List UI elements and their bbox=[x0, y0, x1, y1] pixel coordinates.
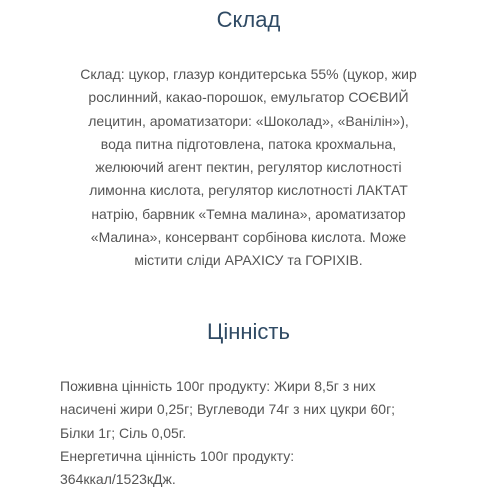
composition-line: рослинний, какао-порошок, емульгатор СОЄВИЙ bbox=[88, 89, 409, 106]
nutrition-line: Поживна цінність 100г продукту: Жири 8,5г з них bbox=[60, 378, 376, 394]
composition-line: «Малина», консервант сорбінова кислота. Може bbox=[90, 229, 407, 246]
composition-section bbox=[0, 6, 497, 34]
composition-line: желюючий агент пектин, регулятор кислотності bbox=[95, 159, 402, 176]
nutrition-line: Енергетична цінність 100г продукту: bbox=[60, 447, 295, 464]
composition-paragraph bbox=[0, 63, 497, 273]
composition-line: Склад: цукор, глазур кондитерська 55% (цукор, жир bbox=[80, 66, 417, 82]
nutrition-section bbox=[0, 318, 497, 346]
composition-line: містити сліди АРАХІСУ та ГОРІХІВ. bbox=[134, 252, 363, 269]
composition-line: лецитин, ароматизатори: «Шоколад», «Ванілін»), bbox=[88, 112, 409, 129]
nutrition-heading: Цінність bbox=[207, 319, 290, 344]
composition-heading: Склад bbox=[216, 7, 281, 32]
composition-line: лимонна кислота, регулятор кислотності ЛАКТАТ bbox=[89, 182, 408, 199]
composition-line: вода питна підготовлена, патока крохмальна, bbox=[100, 135, 397, 152]
nutrition-line: насичені жири 0,25г; Вуглеводи 74г з них цукри 60г; bbox=[60, 401, 396, 418]
nutrition-line: 364ккал/1523кДж. bbox=[60, 471, 176, 488]
nutrition-text bbox=[0, 375, 497, 491]
nutrition-line: Білки 1г; Сіль 0,05г. bbox=[60, 424, 187, 441]
nutrition-paragraph bbox=[0, 375, 497, 491]
composition-text bbox=[0, 63, 497, 273]
composition-line: натрію, барвник «Темна малина», ароматизатор bbox=[91, 205, 406, 222]
